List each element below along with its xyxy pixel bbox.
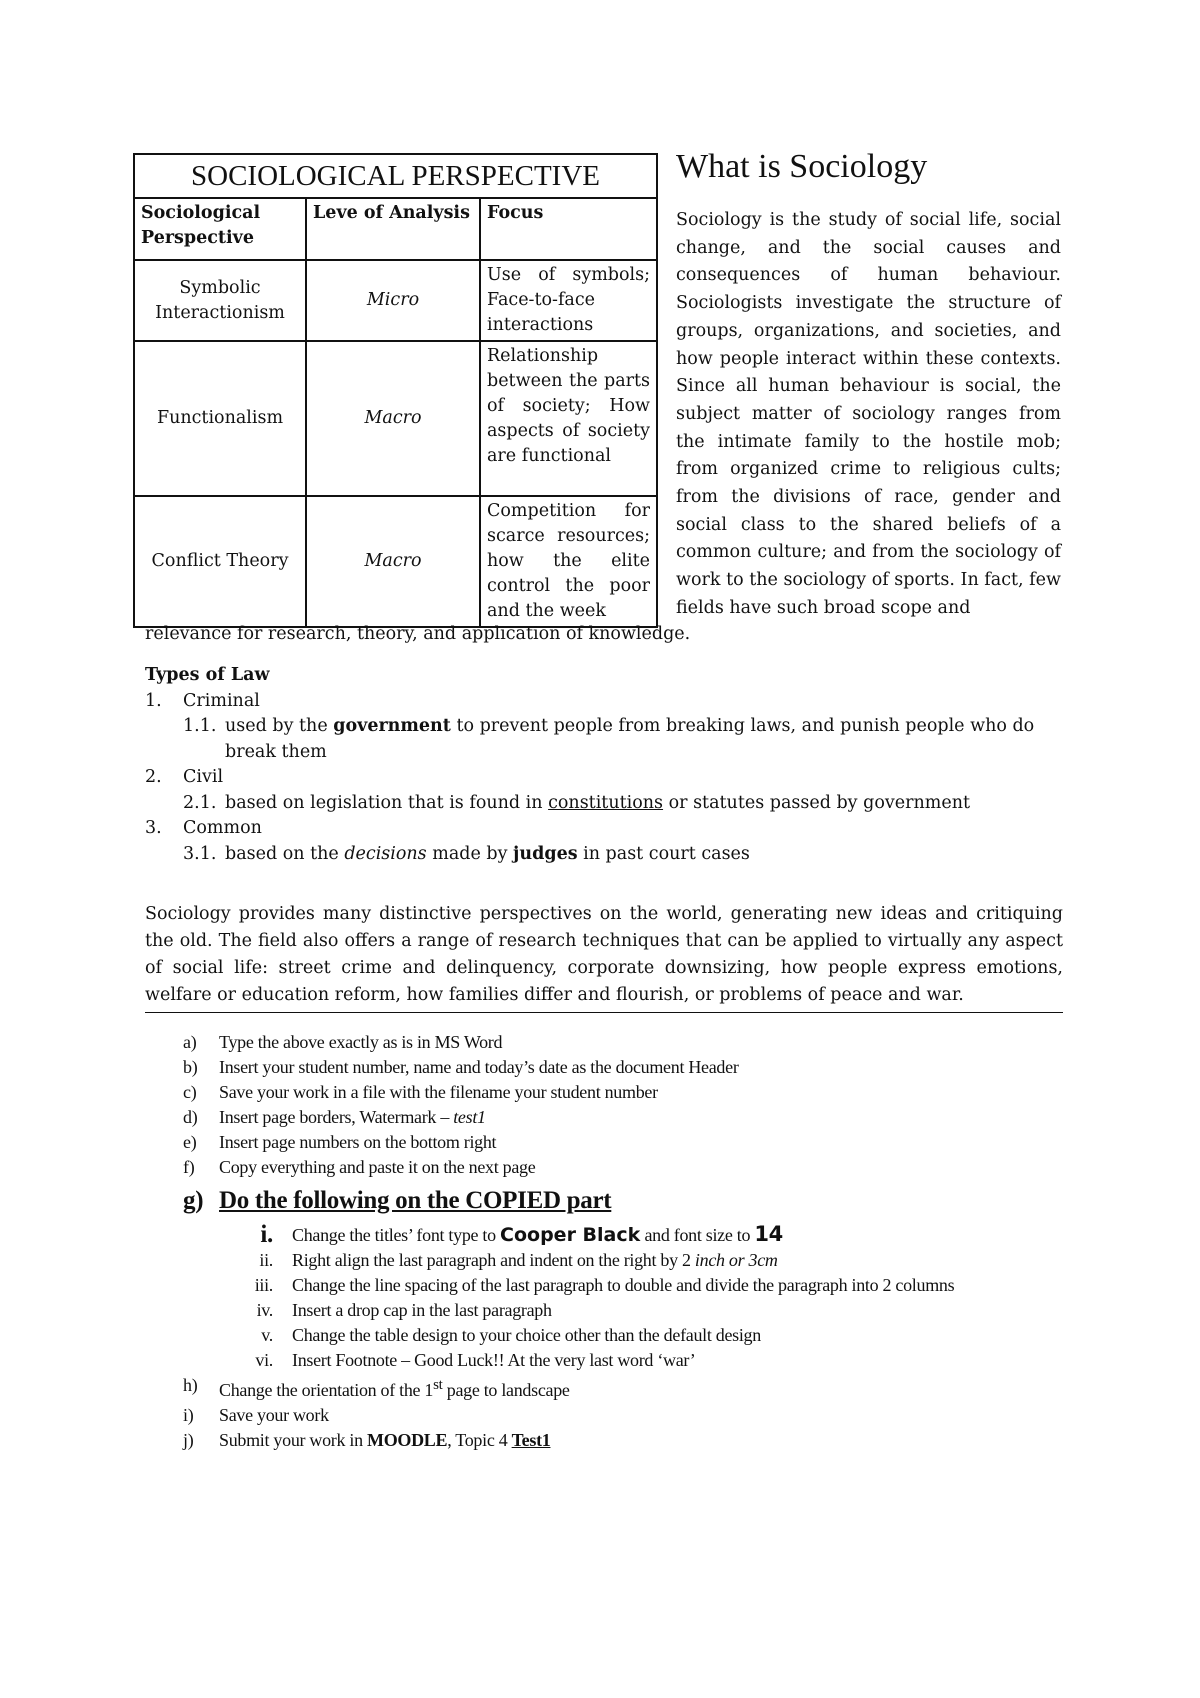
list-item: h) Change the orientation of the 1st page to landscape: [183, 1375, 570, 1400]
focus-cell: Use of symbols; Face-to-face interactions: [480, 260, 657, 341]
list-item: i) Save your work: [183, 1405, 329, 1425]
list-item: iv. Insert a drop cap in the last paragraph: [256, 1300, 552, 1320]
list-item: 3. Common: [145, 818, 262, 838]
perspective-table: [133, 153, 658, 628]
header-focus: Focus: [480, 198, 657, 260]
list-item: g) Do the following on the COPIED part: [183, 1187, 612, 1214]
list-item: 3.1. based on the decisions made by judges in past court cases: [183, 843, 750, 864]
list-item: ii. Right align the last paragraph and indent on the right by 2 inch or 3cm: [259, 1250, 778, 1270]
list-item: f) Copy everything and paste it on the next page: [183, 1157, 536, 1177]
level-cell: Micro: [306, 260, 480, 341]
perspective-cell: Symbolic Interactionism: [134, 260, 306, 341]
header-perspective: Sociological Perspective: [134, 198, 306, 260]
list-item: j) Submit your work in MOODLE, Topic 4 Test1: [183, 1430, 551, 1450]
closing-paragraph: Sociology provides many distinctive perspectives on the world, generating new ideas and critiquing the old. The field also offers a range of research techniques that can be applied to virtually any aspect of social life: street crime and delinquency, corporate downsizing, how people express emotions, welfare or education reform, how families differ and flourish, or problems of peace and war.: [145, 904, 1063, 1005]
types-of-law: [145, 663, 1065, 867]
list-item: c) Save your work in a file with the filename your student number: [183, 1082, 658, 1102]
sociology-intro: Sociology is the study of social life, social change, and the social causes and consequences of human behaviour. Sociologists investigate the structure of groups, organizations, and societies, and how people interact within these contexts. Since all human behaviour is social, the subject matter of sociology ranges from the intimate family to the hostile mob; from organized crime to religious cults; from the divisions of race, gender and social class to the shared beliefs of a common culture; and from the sociology of work to the sociology of sports. In fact, few fields have such broad scope and: [676, 210, 1061, 618]
list-item: 1. Criminal: [145, 690, 260, 711]
law-title: Types of Law: [145, 665, 270, 685]
instructions-list: [145, 1030, 1065, 1453]
list-item: e) Insert page numbers on the bottom right: [183, 1132, 497, 1152]
perspective-cell: Conflict Theory: [134, 496, 306, 627]
table-row: [134, 341, 657, 496]
focus-cell: Competition for scarce resources; how the elite control the poor and the week: [480, 496, 657, 627]
level-cell: Macro: [306, 341, 480, 496]
table-row: [134, 496, 657, 627]
list-item: i. Change the titles’ font type to Cooper Black and font size to 14: [260, 1221, 783, 1248]
list-item: a) Type the above exactly as is in MS Word: [183, 1032, 503, 1052]
list-item: iii. Change the line spacing of the last paragraph to double and divide the paragraph into 2 columns: [254, 1275, 955, 1295]
list-item: d) Insert page borders, Watermark – test1: [183, 1107, 486, 1127]
list-item: 2.1. based on legislation that is found in constitutions or statutes passed by government: [183, 792, 970, 813]
perspective-cell: Functionalism: [134, 341, 306, 496]
divider: [145, 1012, 1063, 1013]
list-item: 1.1. used by the government to prevent people from breaking laws, and punish people who do break them: [183, 716, 1035, 762]
list-item: 2. Civil: [145, 767, 224, 787]
sociology-heading: What is Sociology: [676, 148, 928, 185]
level-cell: Macro: [306, 496, 480, 627]
header-level: Leve of Analysis: [306, 198, 480, 260]
list-item: v. Change the table design to your choice other than the default design: [261, 1325, 761, 1345]
list-item: vi. Insert Footnote – Good Luck!! At the very last word ‘war’: [255, 1350, 696, 1370]
table-row: [134, 260, 657, 341]
sociology-intro-tail: relevance for research, theory, and application of knowledge.: [145, 624, 691, 644]
list-item: b) Insert your student number, name and today’s date as the document Header: [183, 1057, 739, 1077]
focus-cell: Relationship between the parts of society; How aspects of society are functional: [480, 341, 657, 496]
table-caption: SOCIOLOGICAL PERSPECTIVE: [134, 154, 657, 198]
